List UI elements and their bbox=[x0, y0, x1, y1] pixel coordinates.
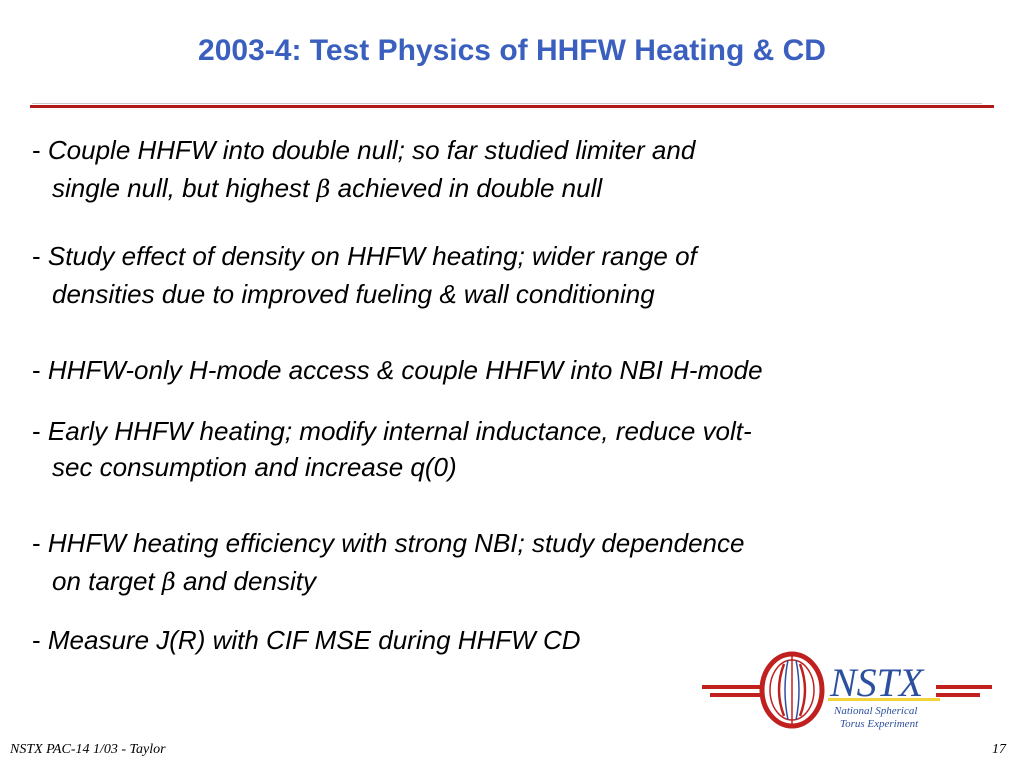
bullet-text: densities due to improved fueling & wall conditioning bbox=[52, 279, 655, 309]
bullet-line bbox=[32, 351, 763, 389]
logo-bar bbox=[936, 693, 980, 697]
logo-subtitle-line1: National Spherical bbox=[834, 705, 918, 717]
bullet-dash: - bbox=[32, 355, 48, 385]
logo-bar bbox=[936, 685, 992, 689]
bullet-text: HHFW heating efficiency with strong NBI; study dependence bbox=[47, 528, 745, 558]
bullet-text: Measure J(R) with CIF MSE during HHFW CD bbox=[47, 625, 581, 655]
bullet-item bbox=[32, 524, 744, 601]
logo-bar bbox=[710, 693, 760, 697]
bullet-line bbox=[32, 275, 697, 313]
bullet-item bbox=[32, 237, 697, 313]
logo-wordmark: NSTX bbox=[830, 660, 924, 705]
bullet-line bbox=[32, 621, 581, 659]
bullet-item bbox=[32, 621, 581, 659]
page-number: 17 bbox=[992, 742, 1006, 757]
bullet-line bbox=[32, 562, 744, 601]
bullet-item bbox=[32, 413, 752, 485]
bullet-text: Early HHFW heating; modify internal inductance, reduce volt- bbox=[47, 416, 752, 446]
bullet-item bbox=[32, 131, 695, 208]
bullet-dash: - bbox=[32, 135, 48, 165]
beta-symbol: β bbox=[161, 568, 176, 596]
bullet-line bbox=[32, 131, 695, 169]
bullet-line bbox=[32, 524, 744, 562]
bullet-text: on target bbox=[52, 566, 162, 596]
bullet-text: single null, but highest bbox=[52, 173, 317, 203]
bullet-line bbox=[32, 449, 752, 485]
bullet-text: and density bbox=[175, 566, 316, 596]
bullet-text: Study effect of density on HHFW heating; wider range of bbox=[47, 241, 697, 271]
bullet-text: HHFW-only H-mode access & couple HHFW into NBI H-mode bbox=[47, 355, 763, 385]
bullet-dash: - bbox=[32, 241, 48, 271]
bullet-text: sec consumption and increase q(0) bbox=[52, 452, 457, 482]
bullet-dash: - bbox=[32, 416, 48, 446]
bullet-text: achieved in double null bbox=[330, 173, 603, 203]
slide-title: 2003-4: Test Physics of HHFW Heating & CD bbox=[198, 34, 826, 67]
beta-symbol: β bbox=[316, 175, 331, 203]
bullet-dash: - bbox=[32, 625, 48, 655]
logo-bar bbox=[702, 685, 760, 689]
footer-text: NSTX PAC-14 1/03 - Taylor bbox=[10, 742, 166, 757]
bullet-item bbox=[32, 351, 763, 389]
bullet-text: Couple HHFW into double null; so far studied limiter and bbox=[47, 135, 696, 165]
title-divider bbox=[30, 105, 994, 108]
bullet-line bbox=[32, 237, 697, 275]
bullet-line bbox=[32, 169, 695, 208]
logo-subtitle-line2: Torus Experiment bbox=[840, 718, 919, 730]
bullet-line bbox=[32, 413, 752, 449]
title-divider-thin bbox=[32, 103, 982, 104]
bullet-dash: - bbox=[32, 528, 48, 558]
nstx-logo bbox=[702, 650, 992, 740]
